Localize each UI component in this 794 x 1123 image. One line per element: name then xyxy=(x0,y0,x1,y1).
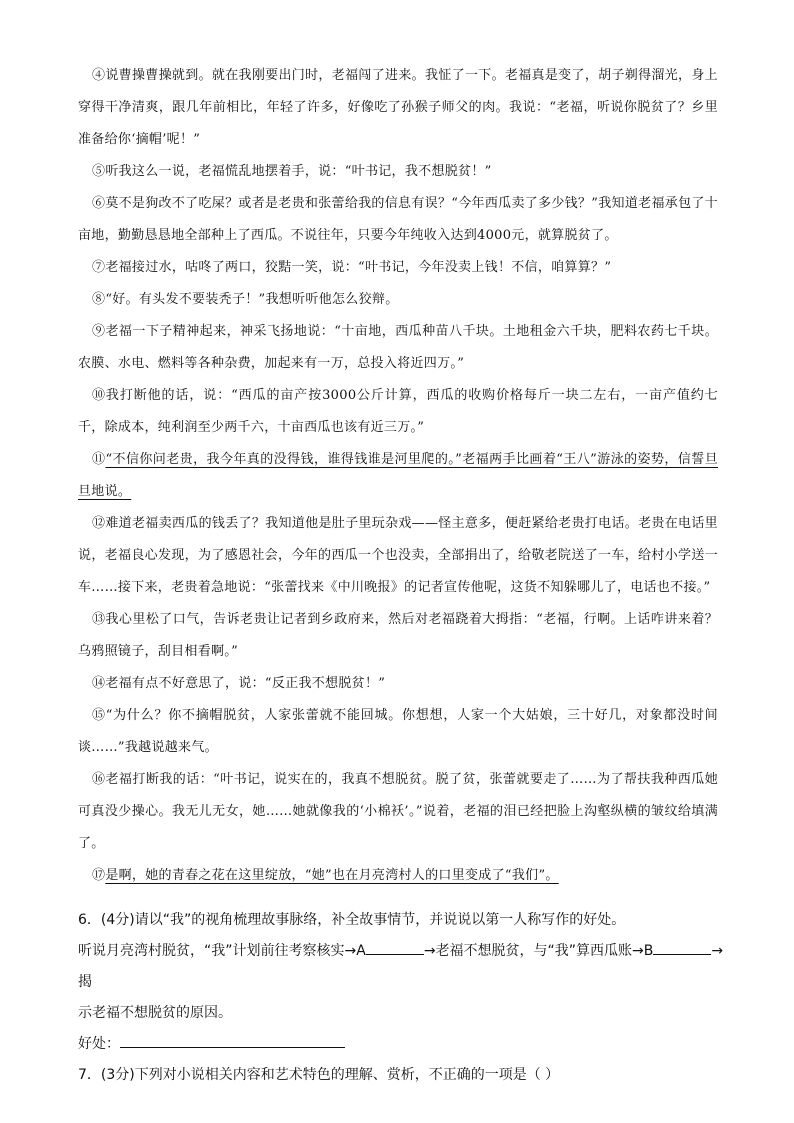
paragraph-number: ⑯ xyxy=(92,772,106,787)
story-paragraph xyxy=(78,700,718,764)
blank-b[interactable] xyxy=(653,940,711,955)
q6-line-part3: →揭 xyxy=(78,943,724,990)
story-text xyxy=(78,60,718,892)
paragraph-number: ⑦ xyxy=(92,260,106,275)
questions-section xyxy=(78,905,728,1091)
paragraph-text: 老福接过水，咕咚了两口，狡黠一笑，说：“叶书记，今年没卖上钱！不信，咱算算？” xyxy=(105,260,612,275)
paragraph-text: 老福一下子精神起来，神采飞扬地说：“十亩地，西瓜种苗八千块。土地租金六千块，肥料农药七千块。农膜、水电、燃料等各种杂费，加起来有一万，总投入将近四万。” xyxy=(78,324,718,371)
paragraph-number: ⑬ xyxy=(92,612,106,627)
story-paragraph xyxy=(78,764,718,860)
paragraph-number: ⑮ xyxy=(92,708,106,723)
paragraph-text: 是啊，她的青春之花在这里绽放，“她”也在月亮湾村人的口里变成了“我们”。 xyxy=(105,868,559,883)
paragraph-number: ⑩ xyxy=(92,388,106,403)
paragraph-text: “为什么？你不摘帽脱贫，人家张蕾就不能回城。你想想，人家一个大姑娘，三十好几，对象都没时间谈……”我越说越来气。 xyxy=(78,708,718,755)
paragraph-number: ④ xyxy=(92,68,106,83)
story-paragraph xyxy=(78,444,718,508)
paragraph-number: ⑤ xyxy=(92,164,106,179)
paragraph-text: “好。有头发不要装秃子！”我想听听他怎么狡辩。 xyxy=(105,292,399,307)
paragraph-text: 听我这么一说，老福慌乱地摆着手，说：“叶书记，我不想脱贫！” xyxy=(105,164,492,179)
benefit-blank[interactable] xyxy=(120,1033,345,1048)
story-paragraph xyxy=(78,156,718,188)
story-paragraph xyxy=(78,284,718,316)
paragraph-text: 老福有点不好意思了，说：“反正我不想脱贫！” xyxy=(105,676,386,691)
question-7-heading: 7．(3分)下列对小说相关内容和艺术特色的理解、赏析，不正确的一项是（ ） xyxy=(78,1067,560,1083)
paragraph-number: ⑰ xyxy=(92,868,106,883)
paragraph-number: ⑭ xyxy=(92,676,106,691)
q6-line-part1: 听说月亮湾村脱贫，“我”计划前往考察核实→A xyxy=(78,943,366,959)
paragraph-text: 我打断他的话，说：“西瓜的亩产按3000公斤计算，西瓜的收购价格每斤一块二左右，一亩产值约七千，除成本，纯利润至少两千六，十亩西瓜也该有近三万。” xyxy=(78,388,718,435)
paragraph-text: 难道老福卖西瓜的钱丢了？我知道他是肚子里玩杂戏——怪主意多，便赶紧给老贵打电话。老贵在电话里说，老福良心发现，为了感恩社会，今年的西瓜一个也没卖，全部捐出了，给敬老院送了一车，给村小学送一车……接下来，老贵着急地说：“张蕾找来《中川晚报》的记者宣传他呢，这货不知躲哪儿了，电话也不接。” xyxy=(78,516,718,595)
paragraph-text: 莫不是狗改不了吃屎？或者是老贵和张蕾给我的信息有误？“今年西瓜卖了多少钱？”我知道老福承包了十亩地，勤勤恳恳地全部种上了西瓜。不说往年，只要今年纯收入达到4000元，就算脱贫了。 xyxy=(78,196,718,243)
paragraph-number: ⑫ xyxy=(92,516,106,531)
question-6-plot-line-2: 示老福不想脱贫的原因。 xyxy=(78,1005,232,1021)
story-paragraph xyxy=(78,188,718,252)
q6-line-part2: →老福不想脱贫，与“我”算西瓜账→B xyxy=(423,943,654,959)
paragraph-text: “不信你问老贵，我今年真的没得钱，谁得钱谁是河里爬的。”老福两手比画着“王八”游泳的姿势，信誓旦旦地说。 xyxy=(78,452,718,499)
paragraph-text: 说曹操曹操就到。就在我刚要出门时，老福闯了进来。我怔了一下。老福真是变了，胡子剃得溜光，身上穿得干净清爽，跟几年前相比，年轻了许多，好像吃了孙猴子师父的肉。我说：“老福，听说你脱贫了？乡里准备给你‘摘帽’呢！” xyxy=(78,68,718,147)
story-paragraph xyxy=(78,508,718,604)
story-paragraph xyxy=(78,604,718,668)
story-paragraph xyxy=(78,60,718,156)
benefit-label: 好处： xyxy=(78,1036,120,1052)
paragraph-number: ⑪ xyxy=(92,452,106,467)
story-paragraph xyxy=(78,380,718,444)
blank-a[interactable] xyxy=(366,940,424,955)
paragraph-text: 我心里松了口气，告诉老贵让记者到乡政府来，然后对老福跷着大拇指：“老福，行啊。上话咋讲来着？乌鸦照镜子，刮目相看啊。” xyxy=(78,612,718,659)
paragraph-number: ⑧ xyxy=(92,292,106,307)
paragraph-text: 老福打断我的话：“叶书记，说实在的，我真不想脱贫。脱了贫，张蕾就要走了……为了帮扶我种西瓜她可真没少操心。我无儿无女，她……她就像我的‘小棉袄’。”说着，老福的泪已经把脸上沟壑纵横的皱纹给填满了。 xyxy=(78,772,718,851)
story-paragraph xyxy=(78,668,718,700)
question-6-benefit xyxy=(78,1029,728,1060)
story-paragraph xyxy=(78,860,718,892)
paragraph-number: ⑥ xyxy=(92,196,106,211)
story-paragraph xyxy=(78,252,718,284)
paragraph-number: ⑨ xyxy=(92,324,106,339)
question-6-heading: 6．(4分)请以“我”的视角梳理故事脉络，补全故事情节，并说说以第一人称写作的好处。 xyxy=(78,912,626,928)
story-paragraph xyxy=(78,316,718,380)
question-6-plot-line xyxy=(78,936,728,998)
